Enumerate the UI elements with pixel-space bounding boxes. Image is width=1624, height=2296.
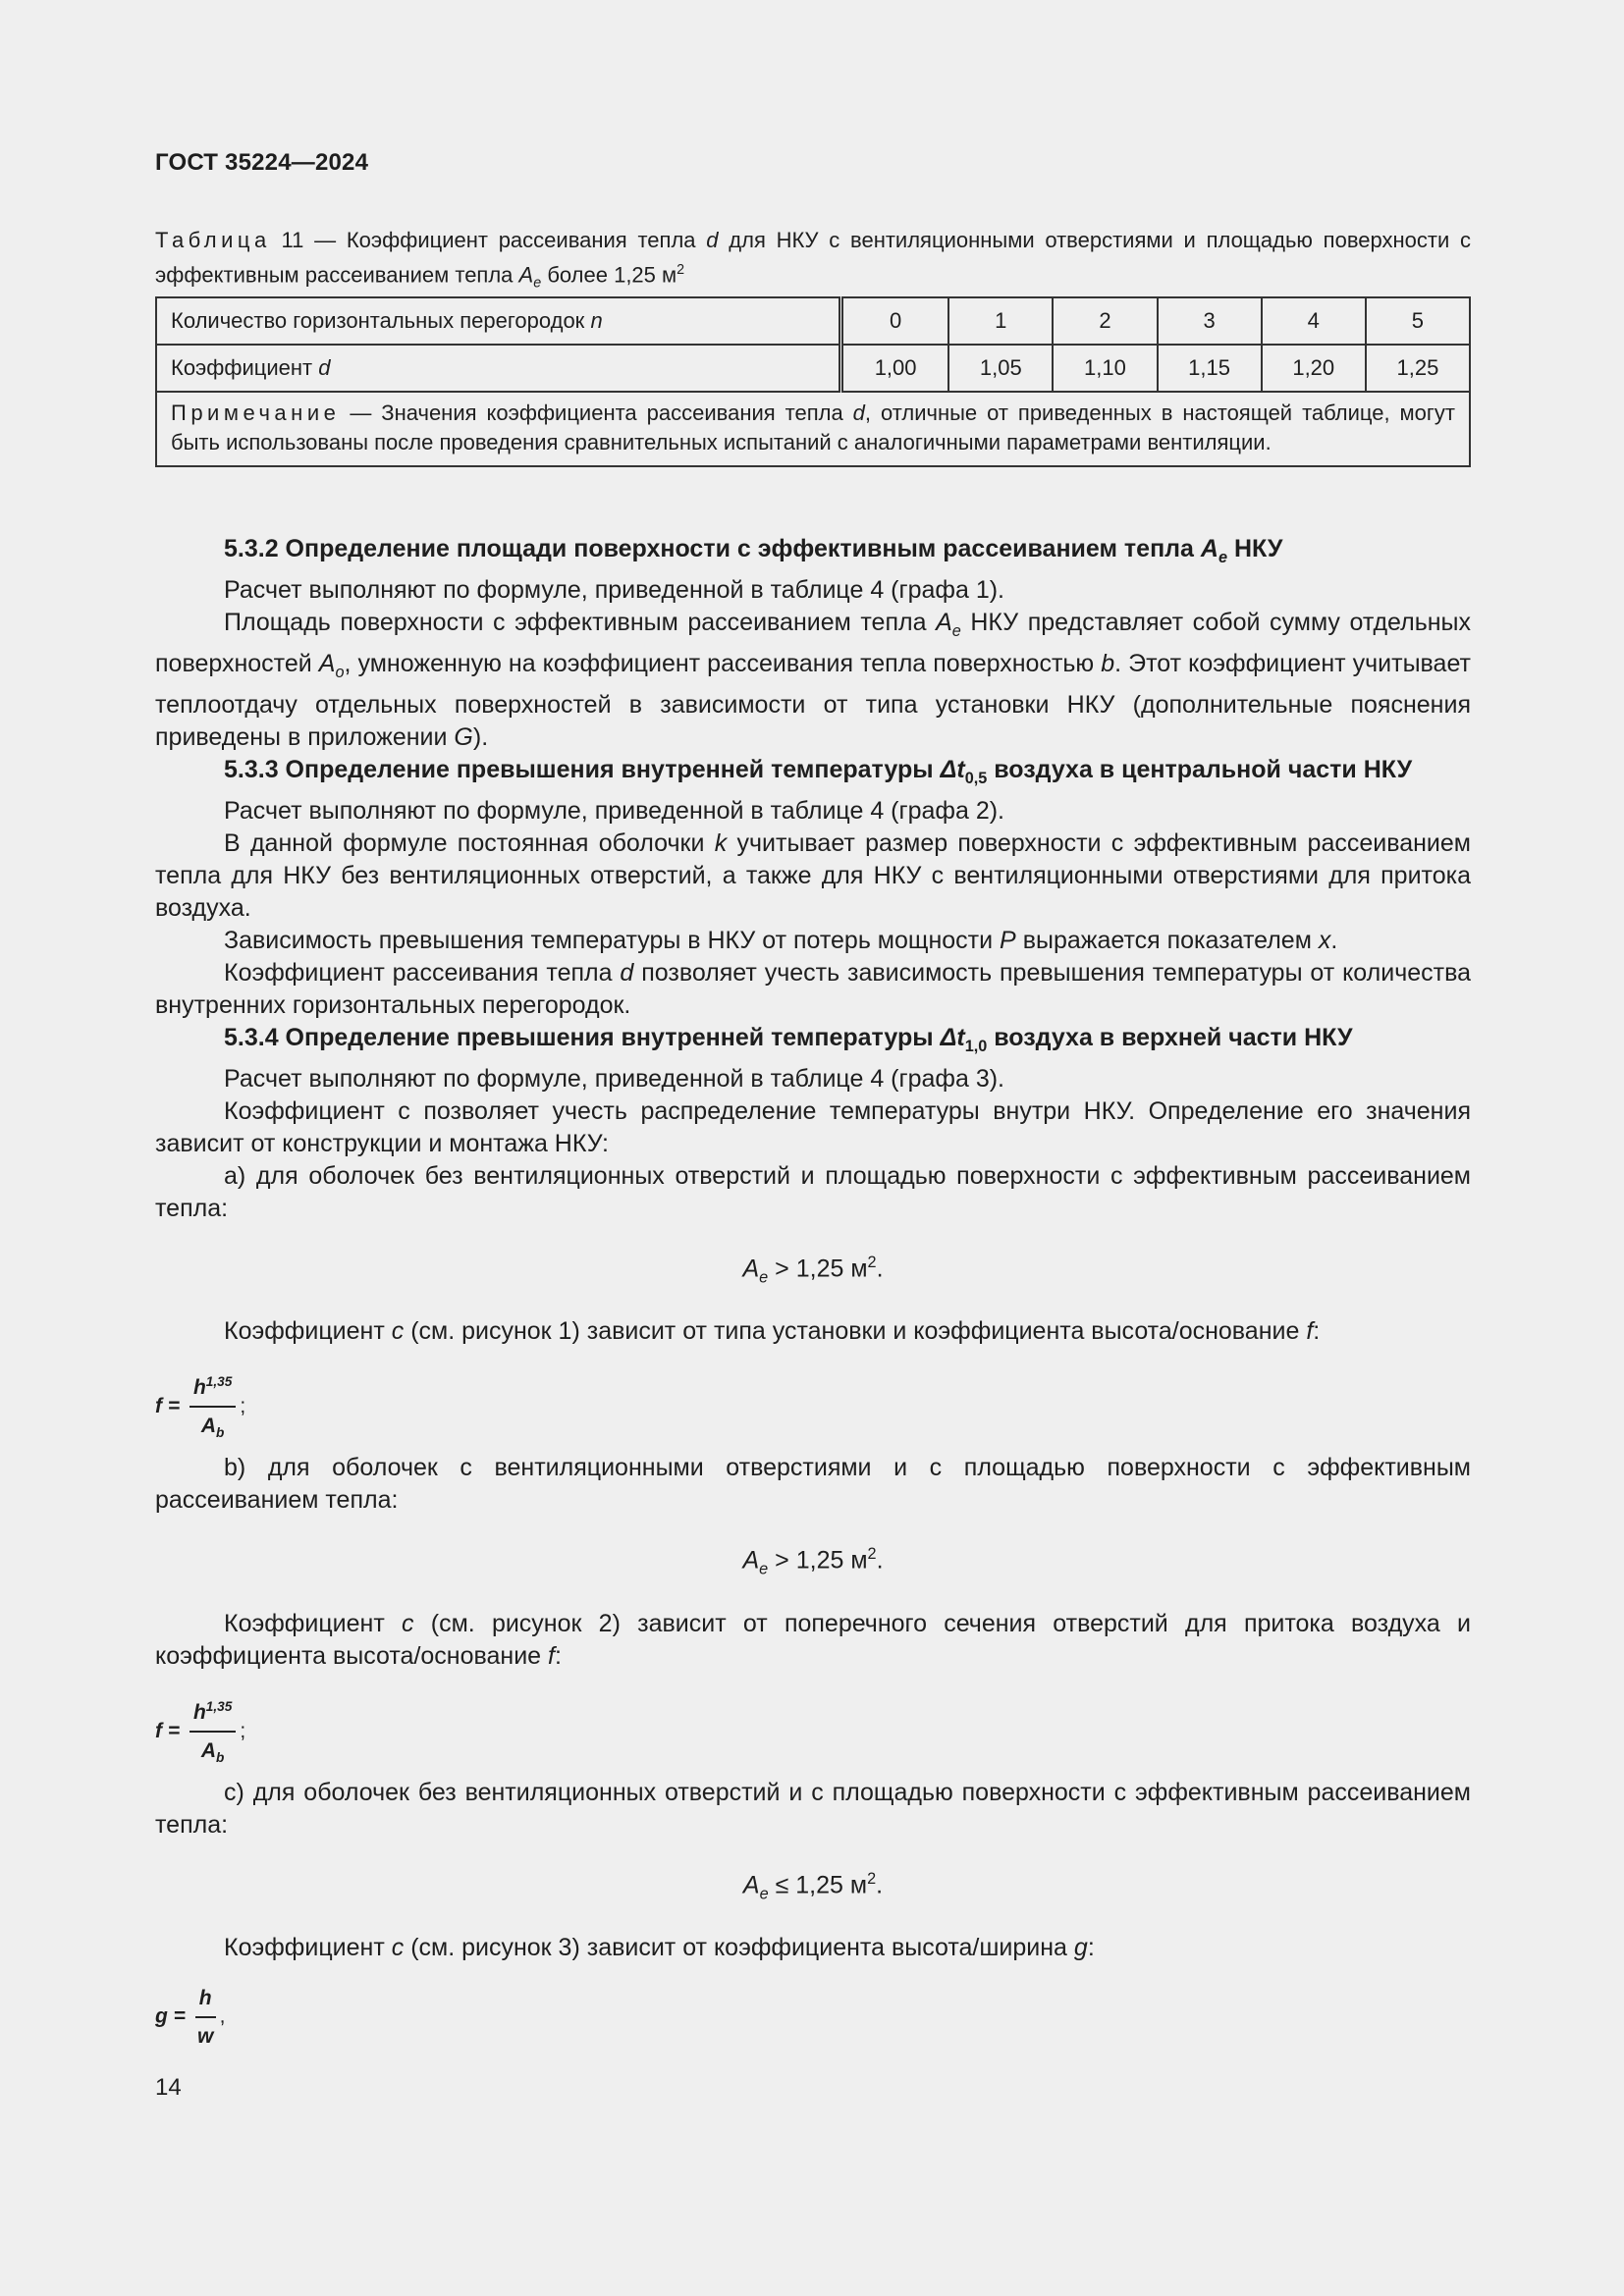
document-header: ГОСТ 35224—2024: [155, 149, 369, 176]
caption-text-b: для НКУ с вентиляционными отверстиями и площадью поверхности с эффективным рассеиванием тепла: [155, 228, 1471, 288]
text: выражается показателем: [1022, 927, 1312, 954]
sup: 2: [867, 1254, 877, 1271]
caption-sup: 2: [677, 262, 685, 278]
sup: 2: [867, 1869, 877, 1888]
row-label-sym: d: [318, 355, 331, 380]
inequality-a: [155, 1247, 1471, 1294]
text: позволяет учесть зависимость превышения температуры от количества внутренних горизонтальных перегородок.: [155, 959, 1471, 1019]
text: :: [1313, 1317, 1321, 1346]
text: :: [555, 1641, 562, 1670]
sym: c: [402, 1609, 414, 1637]
numerator: h: [195, 1982, 216, 2018]
text: . Этот коэффициент учитывает теплоотдачу отдельных поверхностей в зависимости от типа установки НКУ (дополнительные пояснения приведены в приложении: [155, 650, 1471, 751]
text: Коэффициент: [224, 1317, 385, 1346]
formula-lhs: g =: [155, 2004, 186, 2028]
denominator: [189, 1408, 236, 1449]
inequality-c: [155, 1863, 1471, 1910]
sym: P: [1000, 927, 1016, 954]
paragraph: Расчет выполняют по формуле, приведенной в таблице 4 (графа 3).: [224, 1065, 1005, 1093]
paragraph: [155, 607, 1471, 754]
numerator: [189, 1365, 236, 1408]
paragraph: Расчет выполняют по формуле, приведенной в таблице 4 (графа 1).: [224, 576, 1005, 604]
dot: .: [876, 1255, 884, 1283]
caption-sub-e: e: [533, 275, 542, 292]
note-sym: d: [852, 400, 865, 425]
heading-sym: Δt: [940, 1024, 965, 1051]
formula-lhs: f =: [155, 1719, 181, 1742]
heading-sub: e: [1218, 549, 1228, 566]
text: Коэффициент: [224, 1933, 385, 1961]
text: Площадь поверхности с эффективным рассеиванием тепла: [224, 609, 927, 636]
sym: G: [454, 723, 473, 751]
sym: A: [742, 1546, 760, 1575]
ineq-text: ≤ 1,25 м: [775, 1870, 868, 1898]
sup: 1,35: [205, 1698, 233, 1714]
sub: e: [759, 1268, 769, 1287]
sym: A: [742, 1255, 760, 1283]
sym: k: [714, 829, 728, 857]
sym: x: [1318, 927, 1331, 954]
paragraph: Расчет выполняют по формуле, приведенной в таблице 4 (графа 2).: [224, 797, 1005, 825]
note-prefix: Примечание: [171, 400, 341, 425]
table-cell: 3: [1158, 297, 1262, 345]
section-heading-532: [155, 533, 1471, 574]
row-label-sym: n: [590, 308, 603, 333]
table-note: [156, 392, 1470, 466]
heading-text: 5.3.4 Определение превышения внутренней температуры: [224, 1024, 934, 1051]
heading-tail: НКУ: [1233, 535, 1283, 562]
table-cell: 1,15: [1158, 345, 1262, 392]
sym: f: [1306, 1317, 1314, 1346]
sym: A: [200, 1738, 217, 1762]
heading-sym: Δt: [940, 756, 965, 783]
table-row: [156, 297, 1470, 345]
heading-text: 5.3.2 Определение площади поверхности с эффективным рассеиванием тепла: [224, 535, 1194, 562]
text: ).: [472, 723, 489, 751]
caption-text: 11 — Коэффициент рассеивания тепла: [281, 228, 696, 252]
coefficient-table: [155, 296, 1471, 467]
numerator: [189, 1690, 236, 1733]
fraction: [189, 1365, 236, 1449]
sym: A: [200, 1415, 217, 1438]
formula-tail: ,: [219, 2004, 226, 2028]
text: (см. рисунок 2) зависит от поперечного сечения отверстий для притока воздуха и коэффициента высота/основание: [155, 1609, 1471, 1670]
table-cell: 1,05: [948, 345, 1053, 392]
caption-sym-d: d: [706, 228, 719, 252]
sym: A: [936, 609, 952, 636]
table-cell: 2: [1053, 297, 1157, 345]
dot: .: [876, 1546, 884, 1575]
ineq-text: > 1,25 м: [775, 1546, 868, 1575]
sym: g: [1073, 1933, 1088, 1961]
text: Коэффициент рассеивания тепла: [224, 959, 613, 987]
sym: h: [192, 1700, 206, 1724]
text: (см. рисунок 1) зависит от типа установки и коэффициента высота/основание: [410, 1317, 1300, 1346]
paragraph: [155, 1608, 1471, 1673]
table-cell: 1,10: [1053, 345, 1157, 392]
table-cell: 5: [1366, 297, 1470, 345]
formula-g: [155, 1982, 1471, 2051]
paragraph: [155, 828, 1471, 925]
table-cell: 4: [1262, 297, 1366, 345]
list-item-a: a) для оболочек без вентиляционных отверстий и площадью поверхности с эффективным рассеиванием тепла:: [155, 1162, 1471, 1222]
text: В данной формуле постоянная оболочки: [224, 829, 705, 857]
fraction: [195, 1982, 216, 2053]
denominator: [189, 1733, 236, 1774]
sup: 2: [867, 1545, 877, 1564]
sup: 1,35: [205, 1374, 233, 1390]
heading-sub: 0,5: [964, 770, 988, 787]
sym: A: [742, 1870, 760, 1898]
list-item-c: c) для оболочек без вентиляционных отверстий и с площадью поверхности с эффективным рассеиванием тепла:: [155, 1778, 1471, 1839]
heading-text: 5.3.3 Определение превышения внутренней температуры: [224, 756, 934, 783]
table-cell: 1: [948, 297, 1053, 345]
row-label: [156, 345, 841, 392]
table-row: [156, 345, 1470, 392]
paragraph: [155, 1932, 1471, 1964]
sub: b: [216, 1425, 225, 1441]
formula-lhs: f =: [155, 1395, 181, 1418]
page-number: 14: [155, 2074, 182, 2101]
formula-f-1: [155, 1365, 1471, 1441]
text: :: [1087, 1933, 1095, 1961]
table-cell: 0: [841, 297, 949, 345]
sub: b: [216, 1749, 225, 1765]
formula-tail: ;: [240, 1395, 246, 1418]
sub: e: [759, 1884, 769, 1902]
table-cell: 1,20: [1262, 345, 1366, 392]
row-label-text: Количество горизонтальных перегородок: [171, 308, 585, 333]
sym: b: [1101, 650, 1115, 677]
table-cell: 1,25: [1366, 345, 1470, 392]
ineq-text: > 1,25 м: [775, 1255, 868, 1283]
formula-f-2: [155, 1690, 1471, 1765]
text: .: [1330, 927, 1338, 954]
heading-text: воздуха в центральной части НКУ: [994, 756, 1413, 783]
sub: e: [951, 622, 961, 640]
table-note-row: [156, 392, 1470, 466]
paragraph: [155, 925, 1471, 957]
caption-text-c: более 1,25 м: [547, 262, 677, 288]
table-cell: 1,00: [841, 345, 949, 392]
caption-sym-A: A: [518, 262, 534, 288]
note-text-b: , отличные от приведенных в настоящей таблице, могут быть использованы после проведения сравнительных испытаний с аналогичными параметрами вентиляции.: [171, 400, 1455, 454]
section-heading-534: [155, 1022, 1471, 1063]
row-label-text: Коэффициент: [171, 355, 313, 380]
list-item-b: b) для оболочек с вентиляционными отверстиями и с площадью поверхности с эффективным рассеиванием тепла:: [155, 1454, 1471, 1515]
formula-tail: ;: [240, 1719, 246, 1742]
table-caption: [155, 226, 1471, 298]
text: учитывает размер поверхности с эффективным рассеиванием тепла для НКУ без вентиляционных отверстий, а также для НКУ с вентиляционными отверстиями для притока воздуха.: [155, 829, 1471, 922]
sym: h: [192, 1376, 206, 1400]
sym: d: [620, 959, 634, 987]
body-text: [155, 533, 1471, 2068]
heading-sym: A: [1200, 535, 1218, 562]
heading-sub: 1,0: [964, 1038, 988, 1055]
row-label: [156, 297, 841, 345]
text: НКУ представляет собой сумму отдельных поверхностей: [155, 609, 1472, 677]
paragraph: [155, 1315, 1471, 1348]
text: , умноженную на коэффициент рассеивания тепла поверхностью: [344, 650, 1095, 677]
heading-text: воздуха в верхней части НКУ: [994, 1024, 1353, 1051]
denominator: w: [197, 2024, 214, 2048]
sym: c: [391, 1317, 405, 1346]
sym: A: [318, 650, 336, 677]
sub: o: [335, 664, 345, 681]
sym: f: [548, 1641, 555, 1670]
paragraph: Коэффициент с позволяет учесть распределение температуры внутри НКУ. Определение его значения зависит от конструкции и монтажа НКУ:: [155, 1097, 1471, 1157]
paragraph: [155, 957, 1471, 1022]
fraction: [189, 1690, 236, 1774]
text: (см. рисунок 3) зависит от коэффициента высота/ширина: [410, 1933, 1067, 1961]
sub: e: [759, 1560, 769, 1578]
dot: .: [876, 1870, 884, 1898]
note-text: — Значения коэффициента рассеивания тепла: [350, 400, 843, 425]
text: Коэффициент: [224, 1609, 385, 1637]
sym: c: [391, 1933, 405, 1961]
inequality-b: [155, 1538, 1471, 1585]
caption-prefix: Таблица: [155, 228, 271, 252]
section-heading-533: [155, 754, 1471, 795]
text: Зависимость превышения температуры в НКУ от потерь мощности: [224, 927, 994, 954]
